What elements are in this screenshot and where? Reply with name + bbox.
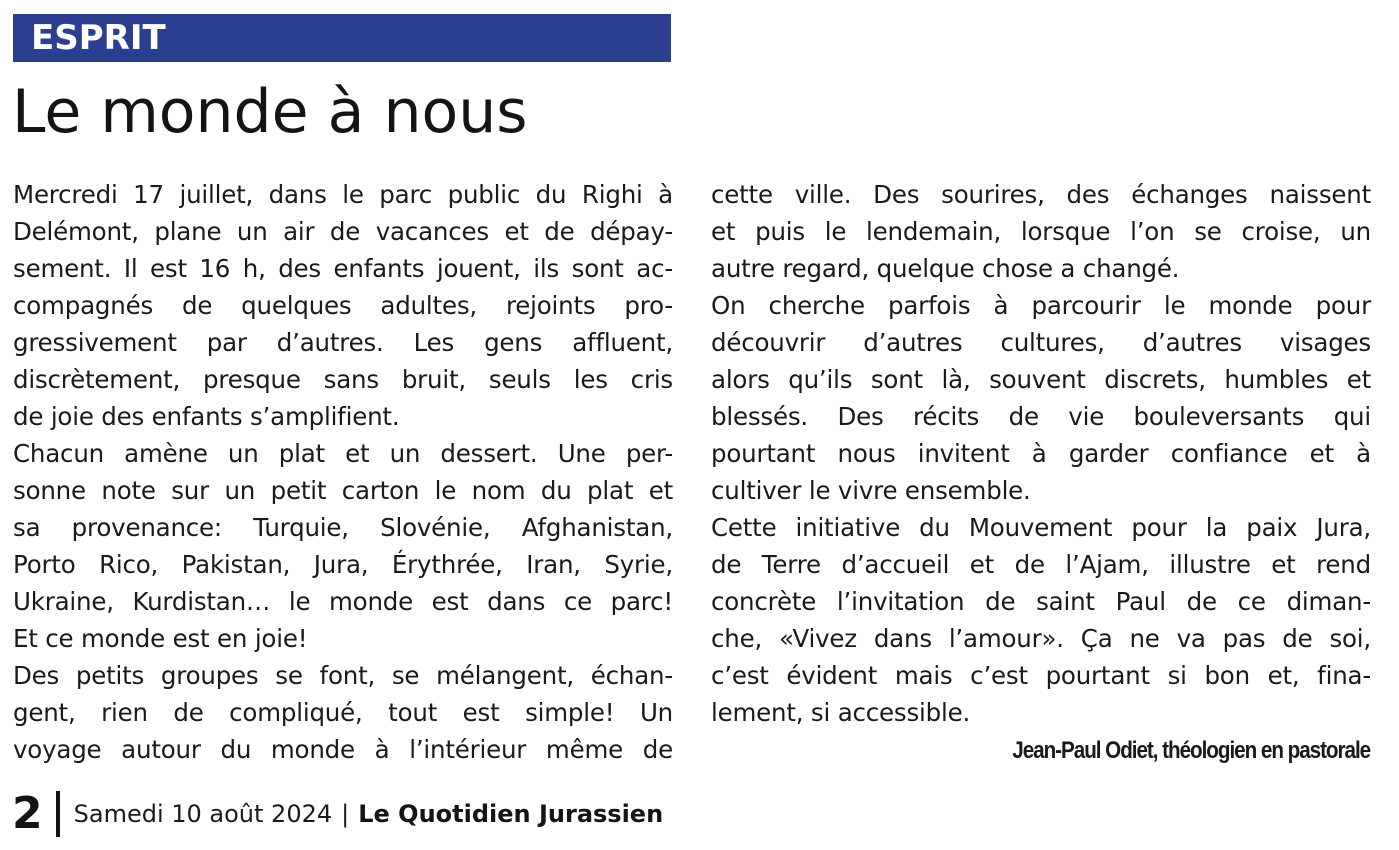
text-line: Delémont, plane un air de vacances et de dépay- <box>13 217 673 246</box>
text-line: Chacun amène un plat et un dessert. Une per- <box>13 439 673 468</box>
text-line: cultiver le vivre ensemble. <box>711 476 1031 505</box>
page-number: 2 <box>12 788 43 839</box>
text-line: sa provenance: Turquie, Slovénie, Afghanistan, <box>13 513 673 542</box>
text-line: Et ce monde est en joie! <box>13 624 308 653</box>
text-line: gent, rien de compliqué, tout est simple! Un <box>13 698 673 727</box>
text-line: autre regard, quelque chose a changé. <box>711 254 1180 283</box>
text-line: On cherche parfois à parcourir le monde pour <box>711 291 1371 320</box>
text-line: lement, si accessible. <box>711 698 971 727</box>
text-line: pourtant nous invitent à garder confiance et à <box>711 439 1371 468</box>
text-line: Ukraine, Kurdistan… le monde est dans ce parc! <box>13 587 673 616</box>
article-column-left <box>13 176 673 768</box>
text-line: découvrir d’autres cultures, d’autres visages <box>711 328 1371 357</box>
text-line: concrète l’invitation de saint Paul de ce diman- <box>711 587 1371 616</box>
text-line: Cette initiative du Mouvement pour la paix Jura, <box>711 513 1371 542</box>
publication-date: Samedi 10 août 2024 <box>73 800 333 828</box>
text-line: de Terre d’accueil et de l’Ajam, illustre et rend <box>711 550 1371 579</box>
section-label: ESPRIT <box>31 18 166 58</box>
footer-divider <box>56 791 60 837</box>
page-footer <box>12 786 663 842</box>
text-line: blessés. Des récits de vie bouleversants qui <box>711 402 1371 431</box>
text-line: discrètement, presque sans bruit, seuls les cris <box>13 365 673 394</box>
text-line: Porto Rico, Pakistan, Jura, Érythrée, Iran, Syrie, <box>13 550 673 579</box>
text-line: c’est évident mais c’est pourtant si bon et, fina- <box>711 661 1371 690</box>
section-header-band <box>13 14 671 62</box>
text-line: Des petits groupes se font, se mélangent, échan- <box>13 661 673 690</box>
text-line: sonne note sur un petit carton le nom du plat et <box>13 476 673 505</box>
author-signature: Jean-Paul Odiet, théologien en pastorale <box>1012 737 1370 764</box>
text-line: Mercredi 17 juillet, dans le parc public du Righi à <box>13 180 673 209</box>
text-line: voyage autour du monde à l’intérieur même de <box>13 735 673 764</box>
text-line: alors qu’ils sont là, souvent discrets, humbles et <box>711 365 1371 394</box>
article-column-right <box>711 176 1371 731</box>
footer-separator: | <box>341 800 350 828</box>
newspaper-name: Le Quotidien Jurassien <box>358 800 664 828</box>
text-line: compagnés de quelques adultes, rejoints pro- <box>13 291 673 320</box>
article-title: Le monde à nous <box>12 77 528 147</box>
text-line: et puis le lendemain, lorsque l’on se croise, un <box>711 217 1371 246</box>
text-line: gressivement par d’autres. Les gens affluent, <box>13 328 673 357</box>
text-line: sement. Il est 16 h, des enfants jouent, ils sont ac- <box>13 254 673 283</box>
text-line: de joie des enfants s’amplifient. <box>13 402 400 431</box>
text-line: cette ville. Des sourires, des échanges naissent <box>711 180 1371 209</box>
text-line: che, «Vivez dans l’amour». Ça ne va pas de soi, <box>711 624 1371 653</box>
